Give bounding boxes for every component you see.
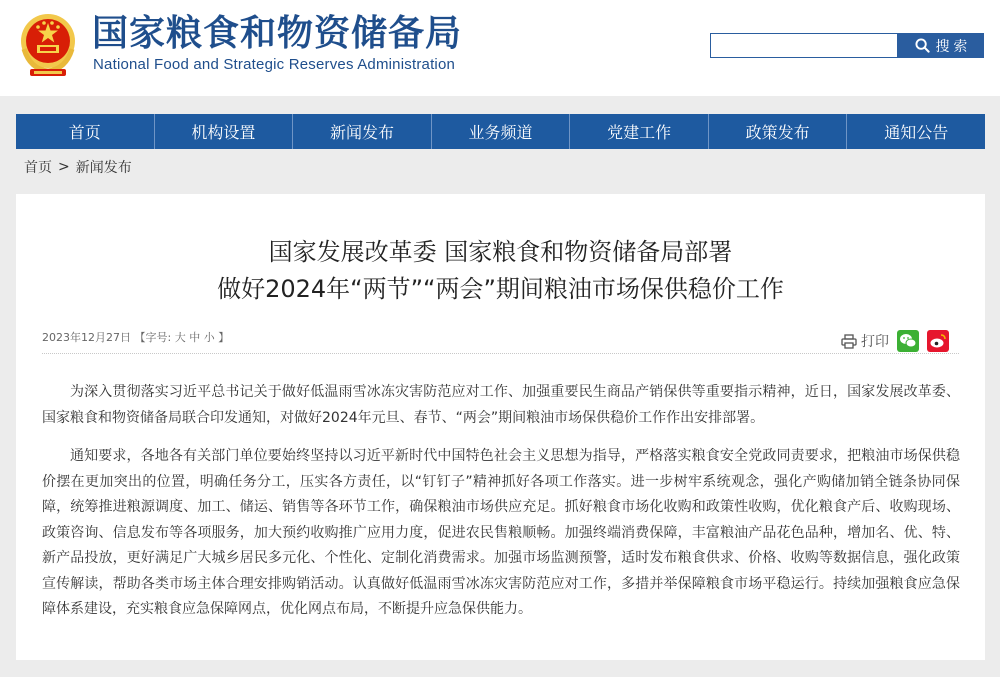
article-paragraph: 通知要求，各地各有关部门单位要始终坚持以习近平新时代中国特色社会主义思想为指导，严格落实粮食安全党政同责要求，把粮油市场保供稳价摆在更加突出的位置，明确任务分工，压实各方责任，以“钉钉子”精神抓好各项工作落实。进一步树牢系统观念，强化产购储加销全链条协同保障，统筹推进粮源调度、加工、储运、销售等各环节工作，确保粮油市场供应充足。抓好粮食市场化收购和政策性收购，优化粮食产后、收购现场、政策咨询、信息发布等各项服务，加大预约收购推广应用力度，促进农民售粮顺畅。加强终端消费保障，丰富粮油产品花色品种，增加名、优、特、新产品投放，更好满足广大城乡居民多元化、个性化、定制化消费需求。加强市场监测预警，适时发布粮食供求、价格、收购等数据信息，强化政策宣传解读，帮助各类市场主体合理安排购销活动。认真做好低温雨雪冰冻灾害防范应对工作，多措并举保障粮食市场平稳运行。持续加强粮食应急保障体系建设，充实粮食应急保障网点，优化网点布局，不断提升应急保供能力。: [42, 448, 960, 617]
article-title: [16, 234, 985, 308]
publish-date: 2023年12月27日: [42, 331, 131, 344]
wechat-icon: [899, 333, 917, 349]
printer-icon: [841, 334, 857, 349]
search-button[interactable]: [898, 33, 984, 58]
article-paragraph: 为深入贯彻落实习近平总书记关于做好低温雨雪冰冻灾害防范应对工作、加强重要民生商品产销保供等重要指示精神，近日，国家发展改革委、国家粮食和物资储备局联合印发通知，对做好2024年元旦、春节、“两会”期间粮油市场保供稳价工作作出安排部署。: [42, 384, 960, 426]
article-tools: [841, 330, 949, 352]
breadcrumb-separator: >: [58, 159, 70, 175]
nav-item-business[interactable]: 业务频道: [432, 114, 571, 149]
font-size-medium-link[interactable]: 中: [189, 331, 201, 344]
nav-item-news[interactable]: 新闻发布: [293, 114, 432, 149]
search-button-label: 搜 索: [935, 37, 968, 54]
weibo-icon: [929, 333, 947, 349]
article-panel: [16, 194, 985, 660]
national-emblem-icon[interactable]: [16, 11, 80, 79]
nav-item-organization[interactable]: 机构设置: [155, 114, 294, 149]
share-weibo-button[interactable]: [927, 330, 949, 352]
print-label: 打印: [861, 334, 889, 350]
breadcrumb: [16, 149, 985, 185]
meta-divider: [42, 353, 959, 354]
breadcrumb-home-link[interactable]: 首页: [24, 160, 52, 176]
article-meta: [42, 329, 229, 345]
site-title-english[interactable]: National Food and Strategic Reserves Administration: [93, 56, 456, 73]
main-nav: [16, 114, 985, 149]
nav-item-policy[interactable]: 政策发布: [709, 114, 848, 149]
article-title-line-2: 做好2024年“两节”“两会”期间粮油市场保供稳价工作: [217, 275, 784, 303]
site-title[interactable]: 国家粮食和物资储备局: [92, 12, 463, 54]
print-button[interactable]: [841, 331, 889, 351]
font-size-suffix: 】: [218, 331, 230, 344]
nav-item-notices[interactable]: 通知公告: [884, 123, 949, 142]
nav-item-party-building[interactable]: 党建工作: [570, 114, 709, 149]
search-icon: [915, 38, 930, 53]
font-size-large-link[interactable]: 大: [174, 331, 186, 344]
font-size-small-link[interactable]: 小: [203, 331, 215, 344]
nav-item-home[interactable]: 首页: [16, 114, 155, 149]
share-wechat-button[interactable]: [897, 330, 919, 352]
article-title-line-1: 国家发展改革委 国家粮食和物资储备局部署: [268, 238, 733, 266]
breadcrumb-current-link[interactable]: 新闻发布: [75, 160, 132, 176]
font-size-prefix: 【字号:: [134, 331, 172, 344]
site-header: [0, 0, 1000, 96]
article-body: [42, 380, 960, 636]
search-input[interactable]: [710, 33, 898, 58]
